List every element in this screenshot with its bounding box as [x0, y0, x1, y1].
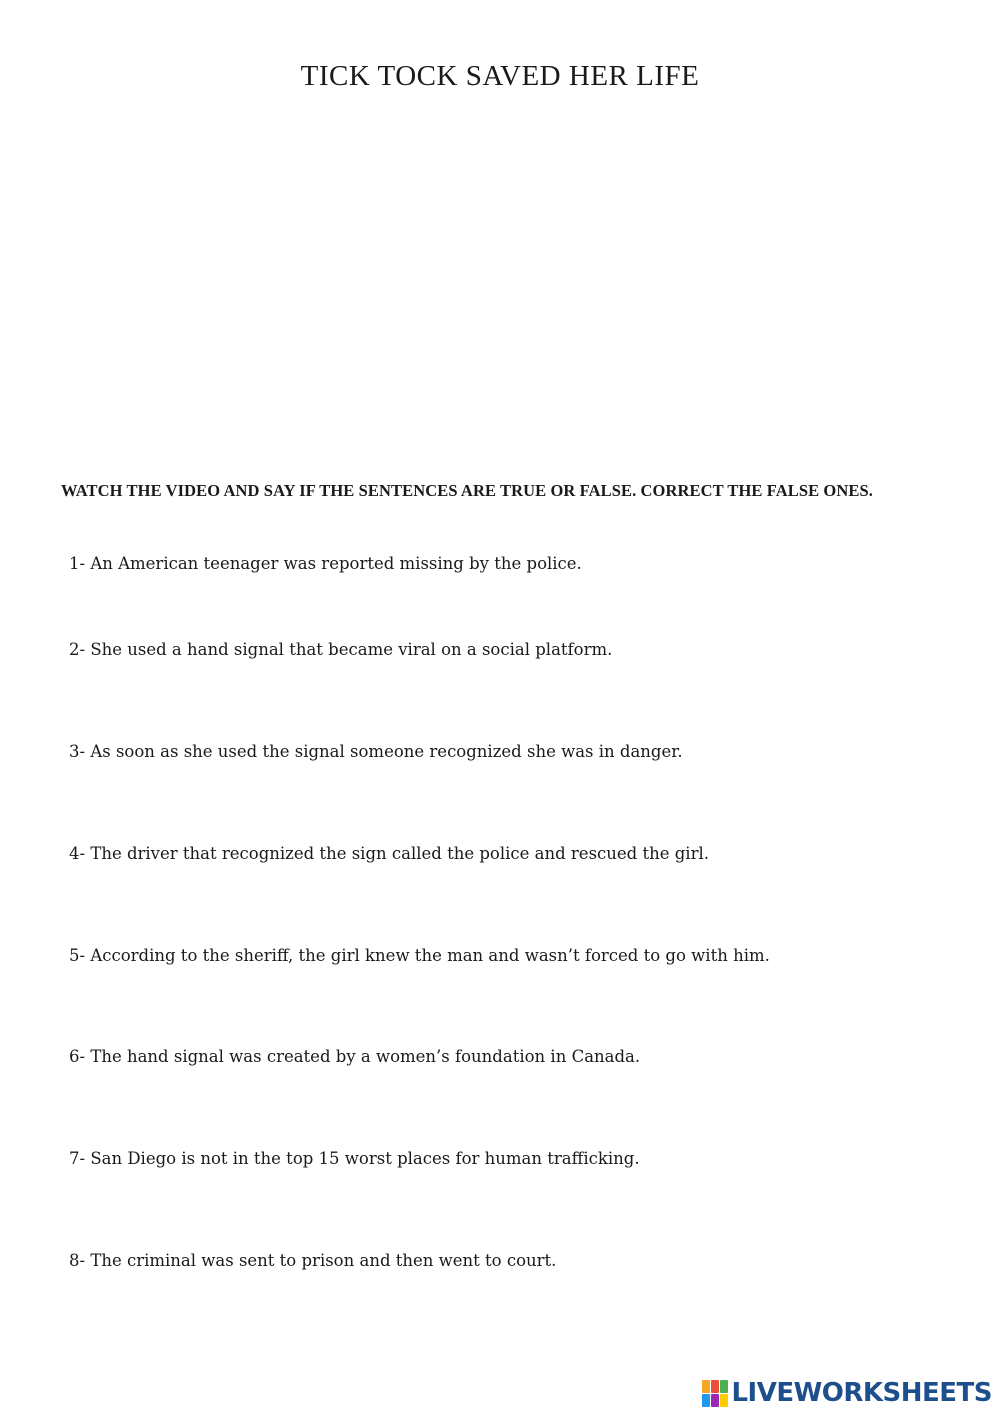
logo-tile-2 — [711, 1380, 719, 1393]
brand-text: LIVEWORKSHEETS — [731, 1378, 992, 1408]
question-7: 7- San Diego is not in the top 15 worst places for human trafficking. — [69, 1149, 640, 1168]
logo-tile-5 — [711, 1394, 719, 1407]
liveworksheets-logo-icon — [702, 1380, 728, 1407]
question-1: 1- An American teenager was reported missing by the police. — [69, 554, 582, 573]
question-6: 6- The hand signal was created by a women’s foundation in Canada. — [69, 1047, 641, 1066]
question-3: 3- As soon as she used the signal someone recognized she was in danger. — [69, 742, 683, 761]
logo-tile-6 — [720, 1394, 728, 1407]
worksheet-title: TICK TOCK SAVED HER LIFE — [300, 60, 700, 92]
liveworksheets-brand — [702, 1379, 992, 1407]
question-5: 5- According to the sheriff, the girl knew the man and wasn’t forced to go with him. — [69, 946, 770, 965]
logo-tile-1 — [702, 1380, 710, 1393]
logo-tile-4 — [702, 1394, 710, 1407]
instructions-text: WATCH THE VIDEO AND SAY IF THE SENTENCES ARE TRUE OR FALSE. CORRECT THE FALSE ONES. — [61, 481, 873, 500]
question-2: 2- She used a hand signal that became viral on a social platform. — [69, 640, 613, 659]
question-8: 8- The criminal was sent to prison and then went to court. — [69, 1251, 557, 1270]
logo-tile-3 — [720, 1380, 728, 1393]
question-4: 4- The driver that recognized the sign called the police and rescued the girl. — [69, 844, 709, 863]
